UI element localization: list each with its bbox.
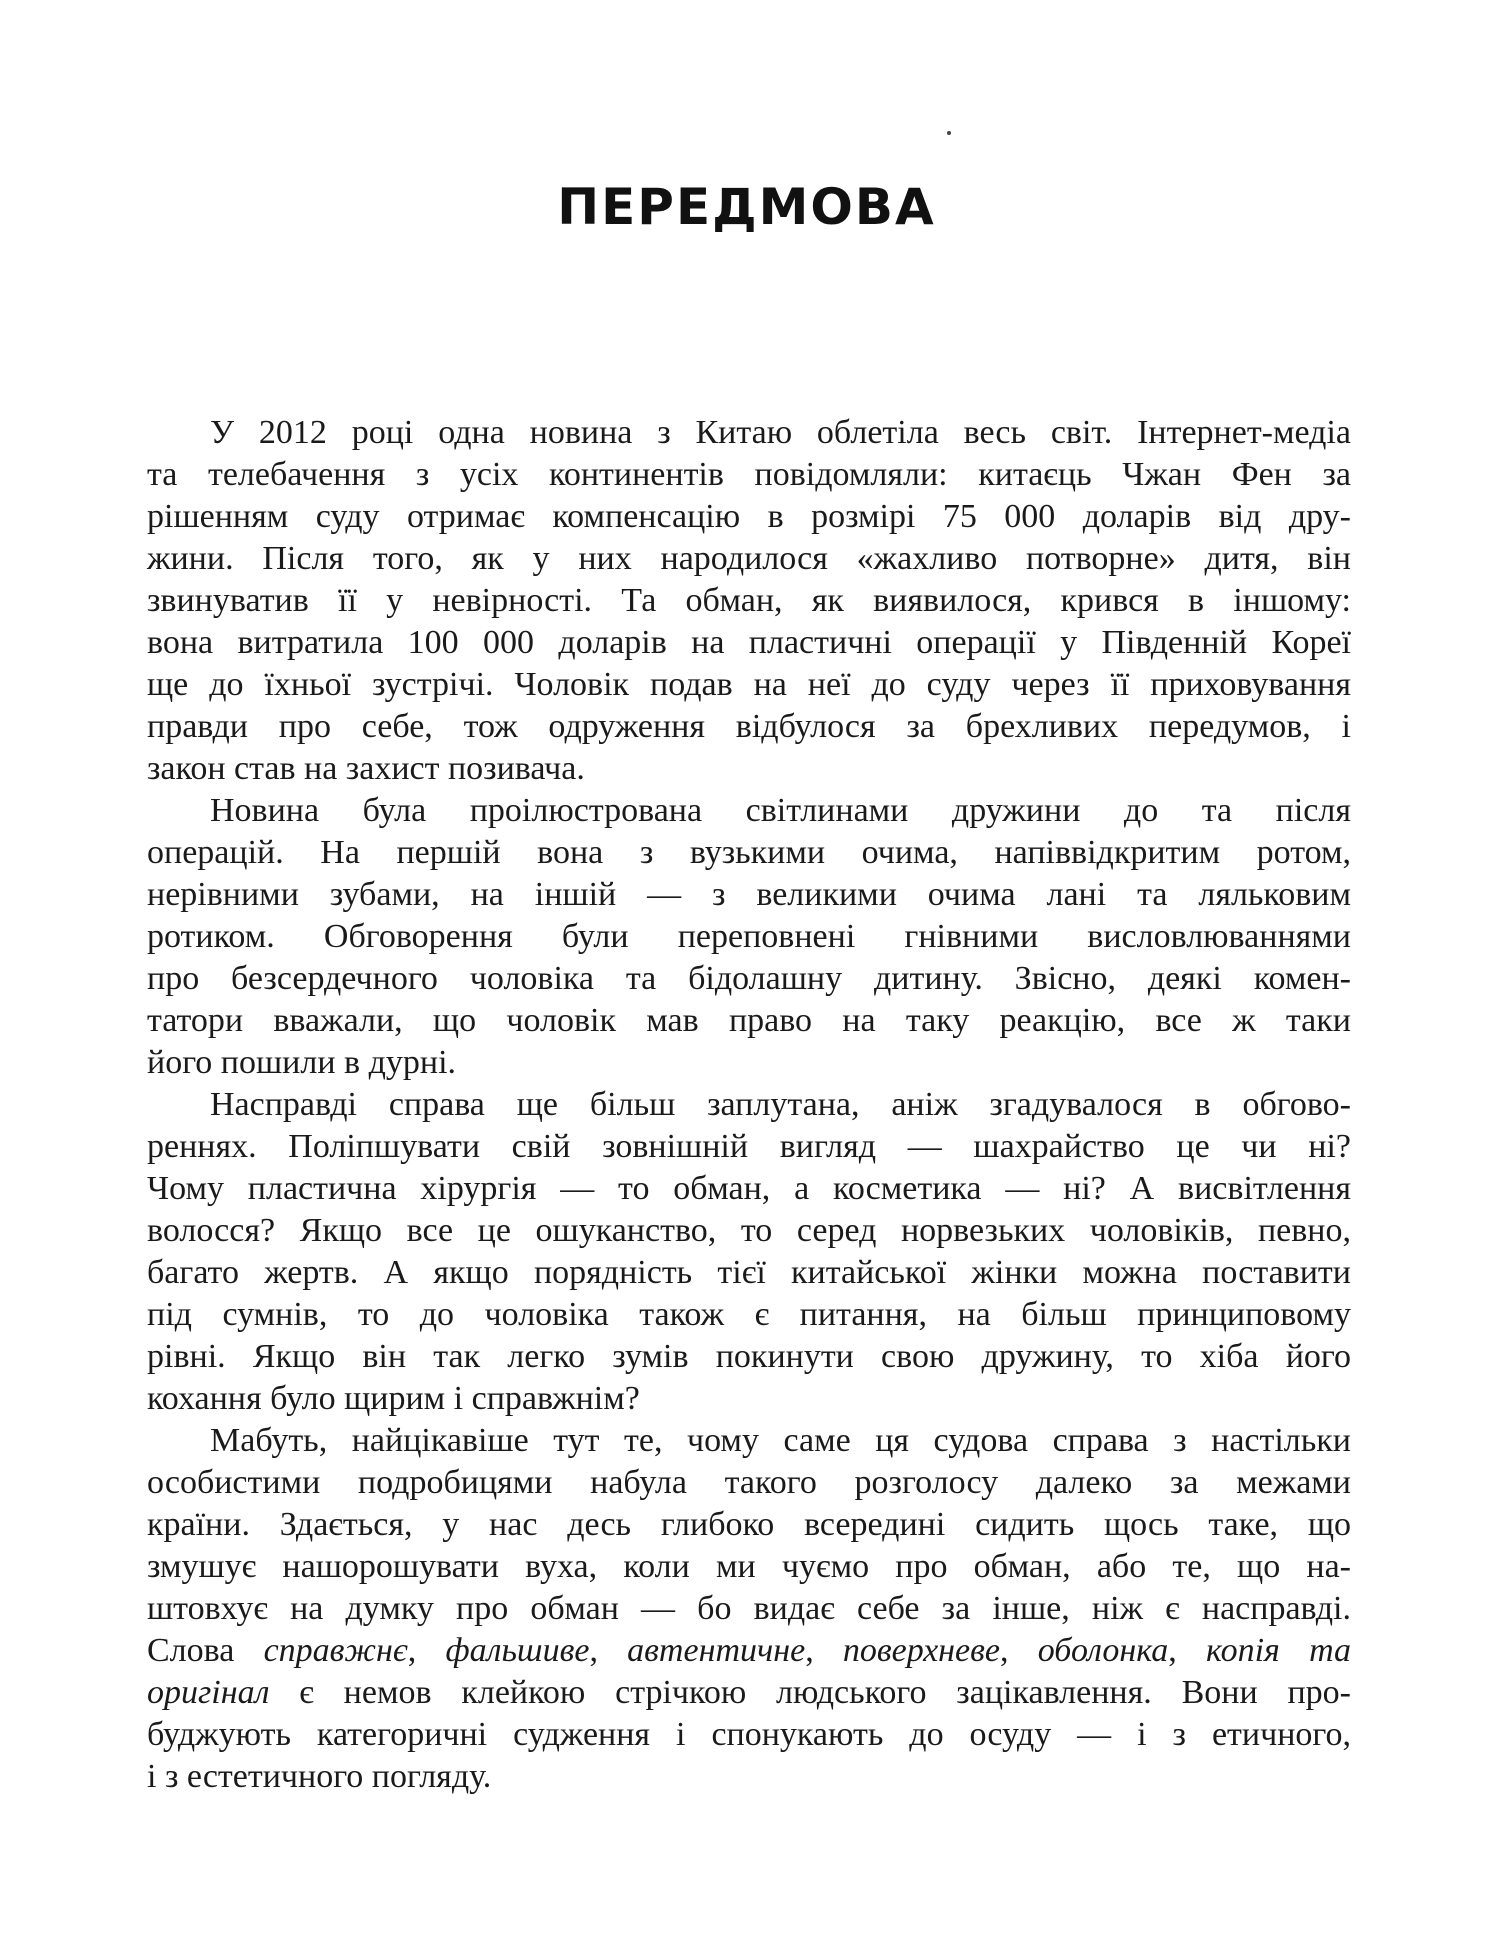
text-line: ще до їхньої зустрічі. Чоловік подав на неї до суду через її приховування	[147, 666, 1351, 703]
plain-text: ,	[589, 1632, 628, 1669]
text-line: особистими подробицями набула такого розголосу далеко за межами	[147, 1464, 1351, 1501]
paragraph-1	[147, 412, 1351, 790]
text-line-mixed	[147, 1672, 1351, 1714]
plain-text: Слова	[147, 1632, 264, 1669]
plain-text: ,	[407, 1632, 446, 1669]
text-line: рішенням суду отримає компенсацію в розмірі 75 000 доларів від дру-	[147, 498, 1351, 535]
text-line: країни. Здається, у нас десь глибоко всередині сидить щось таке, що	[147, 1506, 1351, 1543]
text-line-mixed	[147, 1630, 1351, 1672]
text-line: Мабуть, найцікавіше тут те, чому саме ця судова справа з настільки	[210, 1422, 1351, 1459]
text-line: штовхує на думку про обман — бо видає себе за інше, ніж є насправді.	[147, 1590, 1351, 1627]
text-line: рівні. Якщо він так легко зумів покинути свою дружину, то хіба його	[147, 1338, 1351, 1375]
text-line: Чому пластична хірургія — то обман, а косметика — ні? А висвітлення	[147, 1170, 1351, 1207]
plain-text: ,	[805, 1632, 843, 1669]
text-line: вона витратила 100 000 доларів на пластичні операції у Південній Кореї	[147, 624, 1351, 661]
text-line: Новина була проілюстрована світлинами дружини до та після	[210, 792, 1351, 829]
plain-text: ,	[1000, 1632, 1038, 1669]
text-line: жини. Після того, як у них народилося «жахливо потворне» дитя, він	[147, 540, 1351, 577]
text-line: змушує нашорошувати вуха, коли ми чуємо про обман, або те, що на-	[147, 1548, 1351, 1585]
italic-term: автентичне	[627, 1632, 806, 1669]
plain-text: є немов клейкою стрічкою людського зацікавлення. Вони про-	[269, 1674, 1351, 1711]
text-line: реннях. Поліпшувати свій зовнішній вигляд — шахрайство це чи ні?	[147, 1128, 1351, 1165]
text-line: та телебачення з усіх континентів повідомляли: китаєць Чжан Фен за	[147, 456, 1351, 493]
italic-term: поверхневе	[842, 1632, 1000, 1669]
italic-term: копія та	[1206, 1632, 1352, 1669]
text-line: звинуватив її у невірності. Та обман, як виявилося, крився в іншому:	[147, 582, 1351, 619]
text-line: татори вважали, що чоловік мав право на таку реакцію, все ж таки	[147, 1002, 1351, 1039]
page-title: ПЕРЕДМОВА	[557, 178, 936, 236]
text-line: багато жертв. А якщо порядність тієї китайської жінки можна поставити	[147, 1254, 1351, 1291]
italic-term: оболонка	[1037, 1632, 1169, 1669]
italic-term: фальшиве	[445, 1632, 590, 1669]
text-line: У 2012 році одна новина з Китаю облетіла весь світ. Інтернет-медіа	[210, 414, 1351, 451]
print-speck	[947, 131, 951, 135]
paragraph-2	[147, 790, 1351, 1084]
plain-text: ,	[1168, 1632, 1206, 1669]
text-line: про безсердечного чоловіка та бідолашну дитину. Звісно, деякі комен-	[147, 960, 1351, 997]
italic-term: справжнє	[263, 1632, 408, 1669]
italic-term: оригінал	[147, 1674, 270, 1711]
text-line: правди про себе, тож одруження відбулося за брехливих передумов, і	[147, 708, 1351, 745]
body-text	[147, 412, 1351, 1798]
text-line: нерівними зубами, на іншій — з великими очима лані та ляльковим	[147, 876, 1351, 913]
paragraph-3	[147, 1084, 1351, 1420]
text-line: буджують категоричні судження і спонукають до осуду — і з етичного,	[147, 1716, 1351, 1753]
text-line: ротиком. Обговорення були переповнені гнівними висловлюваннями	[147, 918, 1351, 955]
text-line: волосся? Якщо все це ошуканство, то серед норвезьких чоловіків, певно,	[147, 1212, 1351, 1249]
text-line: і з естетичного погляду.	[147, 1758, 492, 1795]
text-line: Насправді справа ще більш заплутана, аніж згадувалося в обгово-	[210, 1086, 1351, 1123]
text-line: операцій. На першій вона з вузькими очима, напіввідкритим ротом,	[147, 834, 1351, 871]
text-line: закон став на захист позивача.	[147, 750, 585, 787]
paragraph-4	[147, 1420, 1351, 1798]
text-line: його пошили в дурні.	[147, 1044, 457, 1081]
text-line: кохання було щирим і справжнім?	[147, 1380, 640, 1417]
text-line: під сумнів, то до чоловіка також є питання, на більш принциповому	[147, 1296, 1351, 1333]
